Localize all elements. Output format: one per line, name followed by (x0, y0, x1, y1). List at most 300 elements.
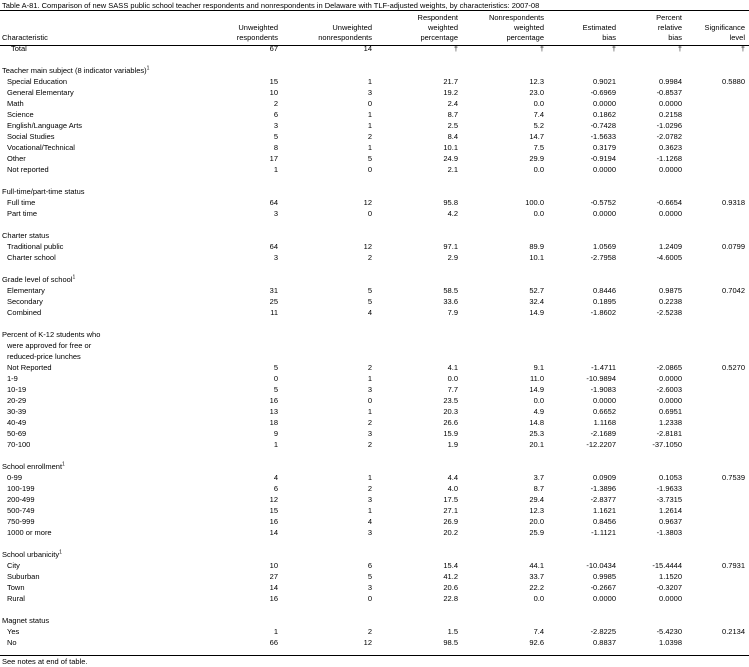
column-header-unweighted-respondents (188, 11, 282, 43)
table-row (0, 417, 749, 428)
table-cell-unweighted-respondents: 16 (269, 517, 278, 526)
table-cell-unweighted-respondents (188, 340, 282, 351)
table-row (0, 142, 749, 153)
table-cell-percent-relative-bias: -4.6005 (656, 253, 682, 262)
table-cell-respondent-weighted-percentage: 2.4 (447, 99, 458, 108)
table-cell-unweighted-nonrespondents: 5 (367, 286, 372, 295)
row-label-text: Not reported (7, 165, 49, 174)
table-cell-nonrespondents-weighted-percentage: 4.9 (533, 407, 544, 416)
table-cell-significance-level (686, 417, 749, 428)
category-label (0, 230, 188, 241)
table-cell-significance-level (686, 351, 749, 362)
table-cell-unweighted-nonrespondents: 4 (367, 308, 372, 317)
table-cell-unweighted-nonrespondents: 1 (367, 77, 372, 86)
table-cell-nonrespondents-weighted-percentage: 12.3 (529, 77, 544, 86)
row-label-text: Full time (7, 198, 36, 207)
category-label (0, 186, 188, 197)
table-cell-significance-level (686, 296, 749, 307)
table-cell-unweighted-respondents: 14 (269, 583, 278, 592)
table-cell-percent-relative-bias (620, 186, 686, 197)
column-header-line: relative (657, 23, 682, 32)
table-cell-percent-relative-bias: 0.3623 (659, 143, 682, 152)
category-label (0, 274, 188, 285)
table-cell-unweighted-respondents: 3 (273, 209, 278, 218)
table-cell-nonrespondents-weighted-percentage: 29.4 (529, 495, 544, 504)
table-cell-unweighted-respondents: 5 (273, 385, 278, 394)
table-cell-estimated-bias (548, 615, 620, 626)
table-cell-estimated-bias: 0.1862 (593, 110, 616, 119)
table-cell-significance-level: 0.7539 (722, 473, 745, 482)
table-cell-respondent-weighted-percentage: 20.3 (443, 407, 458, 416)
table-cell-unweighted-nonrespondents: 6 (367, 561, 372, 570)
table-cell-estimated-bias: 0.8446 (593, 286, 616, 295)
table-cell-percent-relative-bias: 0.0000 (659, 396, 682, 405)
table-row (0, 197, 749, 208)
table-cell-unweighted-nonrespondents (282, 615, 376, 626)
table-cell-estimated-bias: -0.6969 (590, 88, 616, 97)
table-cell-significance-level (686, 274, 749, 285)
table-cell-percent-relative-bias: -3.7315 (656, 495, 682, 504)
table-cell-estimated-bias: -0.7428 (590, 121, 616, 130)
footnote-marker: 1 (62, 461, 65, 468)
row-label (0, 362, 188, 373)
table-cell-percent-relative-bias: -37.1050 (652, 440, 682, 449)
table-row (0, 560, 749, 571)
table-cell-unweighted-respondents: 66 (269, 638, 278, 647)
table-row (0, 153, 749, 164)
table-cell-unweighted-nonrespondents: 2 (367, 132, 372, 141)
table-cell-nonrespondents-weighted-percentage (462, 329, 548, 340)
table-cell-unweighted-respondents: 1 (273, 165, 278, 174)
table-cell-unweighted-respondents: 2 (273, 99, 278, 108)
table-cell-significance-level (686, 230, 749, 241)
table-row (0, 406, 749, 417)
spacer-row (0, 604, 749, 615)
table-cell-estimated-bias (548, 549, 620, 560)
table-cell-estimated-bias: -2.1689 (590, 429, 616, 438)
table-cell-percent-relative-bias: 0.0000 (659, 165, 682, 174)
table-cell-respondent-weighted-percentage (376, 230, 462, 241)
table-cell-significance-level (686, 516, 749, 527)
row-label (0, 527, 188, 538)
table-row (0, 241, 749, 252)
table-cell-respondent-weighted-percentage (376, 65, 462, 76)
table-cell-estimated-bias (548, 230, 620, 241)
row-label-text: 0-99 (7, 473, 23, 482)
table-cell-respondent-weighted-percentage: 1.5 (447, 627, 458, 636)
table-cell-estimated-bias (548, 186, 620, 197)
spacer-cell (0, 219, 749, 230)
row-label-text: 1000 or more (7, 528, 52, 537)
table-row (0, 362, 749, 373)
table-cell-respondent-weighted-percentage: † (453, 44, 458, 53)
row-label (0, 340, 188, 351)
table-cell-unweighted-respondents: 18 (269, 418, 278, 427)
row-label (0, 153, 188, 164)
table-cell-percent-relative-bias: 1.2338 (659, 418, 682, 427)
row-label-text: Special Education (7, 77, 68, 86)
table-cell-estimated-bias (548, 274, 620, 285)
category-label (0, 615, 188, 626)
table-cell-nonrespondents-weighted-percentage: † (539, 44, 544, 53)
table-cell-respondent-weighted-percentage: 26.9 (443, 517, 458, 526)
table-cell-significance-level (686, 571, 749, 582)
table-cell-unweighted-nonrespondents: 1 (367, 143, 372, 152)
spacer-cell (0, 318, 749, 329)
table-cell-respondent-weighted-percentage: 4.2 (447, 209, 458, 218)
table-cell-significance-level (686, 340, 749, 351)
table-cell-unweighted-respondents: 12 (269, 495, 278, 504)
table-cell-unweighted-nonrespondents (282, 461, 376, 472)
table-cell-unweighted-respondents: 3 (273, 253, 278, 262)
table-cell-nonrespondents-weighted-percentage: 89.9 (529, 242, 544, 251)
table-cell-respondent-weighted-percentage (376, 329, 462, 340)
row-label-text: 1-9 (7, 374, 18, 383)
column-header-line: nonrespondents (318, 33, 372, 42)
table-cell-percent-relative-bias: -0.6654 (656, 198, 682, 207)
table-row (0, 626, 749, 637)
table-cell-unweighted-nonrespondents (282, 351, 376, 362)
table-cell-nonrespondents-weighted-percentage: 9.1 (533, 363, 544, 372)
row-label (0, 307, 188, 318)
row-label (0, 285, 188, 296)
table-cell-estimated-bias: 1.1621 (593, 506, 616, 515)
table-cell-unweighted-respondents: 14 (269, 528, 278, 537)
table-cell-percent-relative-bias (620, 230, 686, 241)
table-cell-significance-level (686, 373, 749, 384)
table-row (0, 428, 749, 439)
row-label (0, 296, 188, 307)
column-header-significance-level (686, 11, 749, 43)
column-header-line: Unweighted (332, 23, 372, 32)
category-row (0, 230, 749, 241)
table-cell-respondent-weighted-percentage: 95.8 (443, 198, 458, 207)
table-cell-unweighted-nonrespondents (282, 329, 376, 340)
table-cell-nonrespondents-weighted-percentage (462, 274, 548, 285)
spacer-cell (0, 450, 749, 461)
column-header-line: percentage (420, 33, 458, 42)
table-cell-respondent-weighted-percentage: 7.7 (447, 385, 458, 394)
column-header-characteristic (0, 11, 188, 43)
row-label-text: Town (7, 583, 25, 592)
table-cell-unweighted-nonrespondents: 3 (367, 583, 372, 592)
table-row (0, 131, 749, 142)
table-cell-nonrespondents-weighted-percentage: 10.1 (529, 253, 544, 262)
row-label-text: Secondary (7, 297, 43, 306)
table-row (0, 637, 749, 648)
table-cell-respondent-weighted-percentage (376, 186, 462, 197)
table-cell-significance-level (686, 428, 749, 439)
table-cell-respondent-weighted-percentage: 8.7 (447, 110, 458, 119)
row-label (0, 494, 188, 505)
row-label (0, 593, 188, 604)
row-label-text: Magnet status (2, 616, 50, 625)
column-header-line: bias (668, 33, 682, 42)
table-cell-unweighted-respondents (188, 549, 282, 560)
table-cell-respondent-weighted-percentage: 17.5 (443, 495, 458, 504)
table-row (0, 439, 749, 450)
spacer-cell (0, 54, 749, 65)
table-cell-unweighted-respondents: 3 (273, 121, 278, 130)
header-row (0, 11, 749, 43)
table-cell-unweighted-nonrespondents (282, 549, 376, 560)
table-cell-estimated-bias: -10.0434 (586, 561, 616, 570)
table-cell-unweighted-respondents: 67 (269, 44, 278, 53)
row-label (0, 637, 188, 648)
table-cell-estimated-bias: 0.9985 (593, 572, 616, 581)
table-cell-estimated-bias: 0.0000 (593, 99, 616, 108)
column-header-line: Percent (656, 13, 682, 22)
table-row (0, 109, 749, 120)
row-label (0, 131, 188, 142)
table-cell-respondent-weighted-percentage: 0.0 (447, 374, 458, 383)
table-cell-respondent-weighted-percentage (376, 549, 462, 560)
table-cell-estimated-bias: 0.8837 (593, 638, 616, 647)
table-cell-nonrespondents-weighted-percentage: 0.0 (533, 165, 544, 174)
table-cell-respondent-weighted-percentage (376, 340, 462, 351)
row-label-text: Rural (7, 594, 25, 603)
table-cell-unweighted-respondents: 11 (270, 308, 278, 317)
row-label (0, 439, 188, 450)
table-cell-nonrespondents-weighted-percentage: 23.0 (529, 88, 544, 97)
table-cell-nonrespondents-weighted-percentage: 20.1 (529, 440, 544, 449)
table-cell-significance-level: 0.9318 (722, 198, 745, 207)
table-cell-significance-level (686, 208, 749, 219)
column-header-line: Estimated (582, 23, 616, 32)
table-cell-unweighted-respondents: 6 (273, 484, 278, 493)
row-label (0, 384, 188, 395)
category-label (0, 461, 188, 472)
table-cell-unweighted-nonrespondents: 14 (363, 44, 372, 53)
row-label-text: Elementary (7, 286, 45, 295)
row-label (0, 373, 188, 384)
table-cell-respondent-weighted-percentage: 15.4 (443, 561, 458, 570)
table-cell-respondent-weighted-percentage: 20.6 (443, 583, 458, 592)
column-header-unweighted-nonrespondents (282, 11, 376, 43)
table-cell-estimated-bias: -1.8602 (590, 308, 616, 317)
row-label-text: Yes (7, 627, 20, 636)
table-cell-percent-relative-bias: 0.0000 (659, 99, 682, 108)
table-cell-percent-relative-bias (620, 274, 686, 285)
table-row (0, 373, 749, 384)
table-cell-percent-relative-bias: -1.0296 (656, 121, 682, 130)
table-cell-respondent-weighted-percentage: 4.0 (447, 484, 458, 493)
row-label-text: Other (7, 154, 26, 163)
row-label (0, 406, 188, 417)
row-label (0, 483, 188, 494)
row-label-text: Percent of K-12 students who (2, 330, 101, 339)
category-row (0, 186, 749, 197)
table-cell-significance-level (686, 461, 749, 472)
row-label-text: School enrollment (2, 462, 63, 471)
row-label-text: Not Reported (7, 363, 52, 372)
row-label (0, 109, 188, 120)
table-cell-nonrespondents-weighted-percentage: 0.0 (533, 396, 544, 405)
table-cell-unweighted-respondents (188, 65, 282, 76)
table-cell-percent-relative-bias: 0.9875 (659, 286, 682, 295)
row-label (0, 197, 188, 208)
table-row (0, 307, 749, 318)
table-cell-percent-relative-bias: -1.3803 (656, 528, 682, 537)
table-cell-estimated-bias: 0.0000 (593, 594, 616, 603)
table-cell-respondent-weighted-percentage: 4.1 (447, 363, 458, 372)
row-label (0, 252, 188, 263)
table-cell-respondent-weighted-percentage: 22.8 (443, 594, 458, 603)
table-cell-unweighted-respondents: 64 (269, 198, 278, 207)
table-cell-estimated-bias: -1.1121 (591, 528, 616, 537)
table-cell-percent-relative-bias: 0.1053 (659, 473, 682, 482)
row-label (0, 87, 188, 98)
table-cell-significance-level: 0.0799 (722, 242, 745, 251)
table-cell-nonrespondents-weighted-percentage (462, 65, 548, 76)
table-cell-nonrespondents-weighted-percentage: 0.0 (533, 209, 544, 218)
table-cell-respondent-weighted-percentage: 27.1 (443, 506, 458, 515)
row-label (0, 98, 188, 109)
table-cell-estimated-bias: 0.0000 (593, 396, 616, 405)
table-cell-unweighted-nonrespondents: 12 (363, 198, 372, 207)
table-cell-estimated-bias: 0.9021 (593, 77, 616, 86)
table-cell-unweighted-nonrespondents: 0 (367, 396, 372, 405)
row-label-text: English/Language Arts (7, 121, 83, 130)
table-cell-estimated-bias: 0.0000 (593, 165, 616, 174)
table-row (0, 472, 749, 483)
table-cell-nonrespondents-weighted-percentage: 8.7 (533, 484, 544, 493)
table-cell-estimated-bias: -2.8225 (590, 627, 616, 636)
table-cell-nonrespondents-weighted-percentage: 32.4 (529, 297, 544, 306)
table-cell-respondent-weighted-percentage: 33.6 (443, 297, 458, 306)
table-row (0, 76, 749, 87)
footnote: See notes at end of table. (2, 657, 88, 666)
table-cell-significance-level (686, 329, 749, 340)
table-cell-unweighted-respondents (188, 329, 282, 340)
table-cell-respondent-weighted-percentage (376, 615, 462, 626)
table-cell-unweighted-respondents: 17 (269, 154, 278, 163)
table-cell-significance-level (686, 252, 749, 263)
table-cell-respondent-weighted-percentage: 98.5 (443, 638, 458, 647)
table-cell-estimated-bias: 0.0909 (593, 473, 616, 482)
table-row (0, 252, 749, 263)
table-cell-significance-level (686, 186, 749, 197)
table-cell-significance-level (686, 637, 749, 648)
table-cell-significance-level: 0.5270 (722, 363, 745, 372)
table-cell-respondent-weighted-percentage (376, 461, 462, 472)
row-label-text: Charter school (7, 253, 56, 262)
table-cell-respondent-weighted-percentage: 2.5 (447, 121, 458, 130)
table-cell-estimated-bias: † (611, 44, 616, 53)
table-cell-unweighted-respondents (188, 186, 282, 197)
table-cell-estimated-bias: 1.1168 (593, 418, 616, 427)
table-cell-percent-relative-bias: -2.5238 (656, 308, 682, 317)
row-label (0, 241, 188, 252)
row-label-text: Total (11, 44, 27, 53)
table-cell-nonrespondents-weighted-percentage: 29.9 (529, 154, 544, 163)
table-cell-unweighted-respondents: 4 (273, 473, 278, 482)
row-label-text: No (7, 638, 17, 647)
table-cell-unweighted-nonrespondents (282, 65, 376, 76)
row-label-text: reduced-price lunches (7, 352, 81, 361)
table-cell-unweighted-respondents: 16 (269, 396, 278, 405)
table-cell-respondent-weighted-percentage: 26.6 (443, 418, 458, 427)
table-cell-unweighted-respondents: 10 (269, 88, 278, 97)
table-cell-respondent-weighted-percentage: 41.2 (443, 572, 458, 581)
row-label-text: 10-19 (7, 385, 27, 394)
table-cell-unweighted-nonrespondents (282, 230, 376, 241)
table-cell-unweighted-nonrespondents: 3 (367, 495, 372, 504)
table-cell-estimated-bias: 0.0000 (593, 209, 616, 218)
table-cell-unweighted-nonrespondents: 2 (367, 363, 372, 372)
table-cell-unweighted-respondents: 1 (273, 440, 278, 449)
row-label (0, 505, 188, 516)
row-label-text: 70-100 (7, 440, 31, 449)
table-cell-nonrespondents-weighted-percentage: 5.2 (533, 121, 544, 130)
table-row (0, 208, 749, 219)
column-header-line: Significance (704, 23, 745, 32)
row-label-text: Teacher main subject (8 indicator variables) (2, 66, 147, 75)
category-row (0, 274, 749, 285)
row-label-text: 100-199 (7, 484, 35, 493)
table-cell-estimated-bias: -1.9083 (590, 385, 616, 394)
table-cell-nonrespondents-weighted-percentage (462, 230, 548, 241)
row-label-text: General Elementary (7, 88, 74, 97)
table-cell-nonrespondents-weighted-percentage (462, 615, 548, 626)
table-cell-nonrespondents-weighted-percentage (462, 461, 548, 472)
row-label (0, 560, 188, 571)
table-cell-percent-relative-bias: 0.9984 (659, 77, 682, 86)
table-cell-unweighted-nonrespondents: 1 (367, 407, 372, 416)
table-row (0, 571, 749, 582)
table-cell-nonrespondents-weighted-percentage (462, 186, 548, 197)
table-cell-nonrespondents-weighted-percentage: 100.0 (525, 198, 544, 207)
table-cell-significance-level (686, 395, 749, 406)
table-cell-percent-relative-bias: 0.6951 (659, 407, 682, 416)
table-body (0, 43, 749, 648)
column-header-line: Nonrespondents (488, 13, 544, 22)
table-cell-percent-relative-bias: -2.8181 (656, 429, 682, 438)
table-cell-estimated-bias: -1.5633 (590, 132, 616, 141)
table-cell-significance-level (686, 406, 749, 417)
footnote-marker: 1 (146, 65, 150, 72)
table-cell-unweighted-respondents (188, 230, 282, 241)
column-header-line: Unweighted (238, 23, 278, 32)
table-cell-estimated-bias (548, 329, 620, 340)
table-cell-respondent-weighted-percentage: 2.9 (447, 253, 458, 262)
table-cell-significance-level (686, 87, 749, 98)
row-label (0, 164, 188, 175)
category-row (0, 65, 749, 76)
table-cell-respondent-weighted-percentage (376, 351, 462, 362)
table-cell-percent-relative-bias (620, 351, 686, 362)
table-cell-nonrespondents-weighted-percentage (462, 351, 548, 362)
table-cell-respondent-weighted-percentage (376, 274, 462, 285)
table-cell-percent-relative-bias: -2.6003 (656, 385, 682, 394)
table-cell-percent-relative-bias: -5.4230 (656, 627, 682, 636)
table-cell-significance-level (686, 593, 749, 604)
table-cell-significance-level (686, 615, 749, 626)
table-cell-unweighted-nonrespondents: 0 (367, 165, 372, 174)
row-label-text: Grade level of school (2, 275, 73, 284)
spacer-row (0, 450, 749, 461)
spacer-row (0, 219, 749, 230)
column-header-line: weighted (513, 23, 544, 32)
row-label (0, 516, 188, 527)
table-cell-significance-level (686, 494, 749, 505)
table-cell-unweighted-nonrespondents: 5 (367, 572, 372, 581)
table-cell-percent-relative-bias (620, 329, 686, 340)
category-row (0, 615, 749, 626)
table-row (0, 483, 749, 494)
table-cell-unweighted-respondents: 13 (269, 407, 278, 416)
table-cell-unweighted-nonrespondents: 3 (367, 429, 372, 438)
